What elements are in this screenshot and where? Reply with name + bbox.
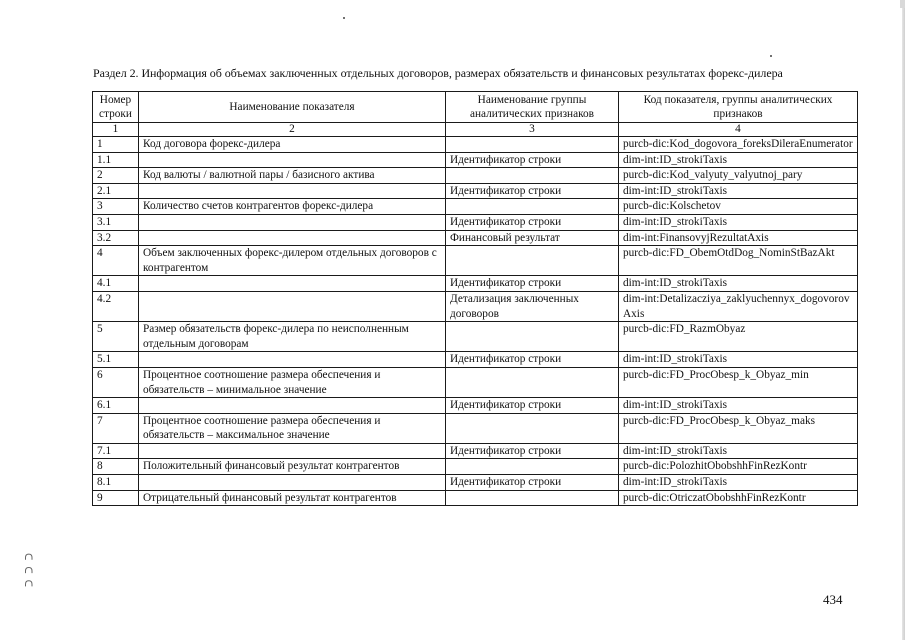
section-title: Раздел 2. Информация об объемах заключенных отдельных договоров, размерах обязательств и финансовых результатах форекс-дилера: [93, 66, 783, 80]
indicator-name-cell: [139, 291, 446, 321]
code-cell: dim-int:ID_strokiTaxis: [619, 152, 858, 168]
column-number: 2: [139, 123, 446, 137]
code-cell: dim-int:ID_strokiTaxis: [619, 443, 858, 459]
group-name-cell: Финансовый результат: [446, 230, 619, 246]
row-number-cell: 4: [93, 246, 139, 276]
row-number-cell: 7.1: [93, 443, 139, 459]
column-number: 1: [93, 123, 139, 137]
group-name-cell: Идентификатор строки: [446, 276, 619, 292]
code-cell: purcb-dic:FD_ObemOtdDog_NominStBazAkt: [619, 246, 858, 276]
group-name-cell: Идентификатор строки: [446, 398, 619, 414]
group-name-cell: [446, 490, 619, 506]
indicator-name-cell: [139, 214, 446, 230]
group-name-cell: Идентификатор строки: [446, 352, 619, 368]
group-name-cell: Детализация заключенных договоров: [446, 291, 619, 321]
group-name-cell: [446, 367, 619, 397]
table-row: [93, 214, 858, 230]
column-number: 3: [446, 123, 619, 137]
row-number-cell: 6: [93, 367, 139, 397]
table-row: [93, 276, 858, 292]
binder-marks: ᑕ ᑕ ᑕ: [22, 553, 33, 587]
header-group-name: Наименование группы аналитических признаков: [446, 92, 619, 123]
row-number-cell: 5: [93, 322, 139, 352]
indicator-name-cell: [139, 352, 446, 368]
indicator-name-cell: [139, 398, 446, 414]
group-name-cell: [446, 168, 619, 184]
table-body: [93, 137, 858, 506]
group-name-cell: [446, 199, 619, 215]
table-row: [93, 183, 858, 199]
column-number: 4: [619, 123, 858, 137]
row-number-cell: 1.1: [93, 152, 139, 168]
group-name-cell: Идентификатор строки: [446, 183, 619, 199]
group-name-cell: [446, 413, 619, 443]
scan-edge-corner: [900, 0, 905, 8]
code-cell: dim-int:ID_strokiTaxis: [619, 475, 858, 491]
indicator-name-cell: Код валюты / валютной пары / базисного актива: [139, 168, 446, 184]
table-row: [93, 199, 858, 215]
code-cell: dim-int:ID_strokiTaxis: [619, 214, 858, 230]
row-number-cell: 9: [93, 490, 139, 506]
group-name-cell: [446, 137, 619, 153]
table-row: [93, 322, 858, 352]
row-number-cell: 3.2: [93, 230, 139, 246]
code-cell: dim-int:ID_strokiTaxis: [619, 352, 858, 368]
page-number: 434: [823, 592, 843, 607]
group-name-cell: [446, 246, 619, 276]
code-cell: dim-int:ID_strokiTaxis: [619, 183, 858, 199]
indicator-name-cell: [139, 475, 446, 491]
code-cell: purcb-dic:OtriczatObobshhFinRezKontr: [619, 490, 858, 506]
row-number-cell: 2: [93, 168, 139, 184]
group-name-cell: [446, 322, 619, 352]
indicator-name-cell: [139, 276, 446, 292]
indicator-name-cell: [139, 230, 446, 246]
column-number-row: [93, 123, 858, 137]
row-number-cell: 8: [93, 459, 139, 475]
row-number-cell: 4.1: [93, 276, 139, 292]
table-row: [93, 246, 858, 276]
table-row: [93, 168, 858, 184]
indicator-name-cell: [139, 443, 446, 459]
indicator-name-cell: Код договора форекс-дилера: [139, 137, 446, 153]
row-number-cell: 1: [93, 137, 139, 153]
row-number-cell: 5.1: [93, 352, 139, 368]
table-row: [93, 490, 858, 506]
indicator-name-cell: Размер обязательств форекс-дилера по неисполненным отдельным договорам: [139, 322, 446, 352]
table-header-row: [93, 92, 858, 123]
indicator-name-cell: Количество счетов контрагентов форекс-дилера: [139, 199, 446, 215]
code-cell: purcb-dic:FD_RazmObyaz: [619, 322, 858, 352]
table-row: [93, 230, 858, 246]
row-number-cell: 2.1: [93, 183, 139, 199]
indicator-name-cell: Объем заключенных форекс-дилером отдельных договоров с контрагентом: [139, 246, 446, 276]
row-number-cell: 3: [93, 199, 139, 215]
row-number-cell: 7: [93, 413, 139, 443]
indicator-name-cell: Процентное соотношение размера обеспечения и обязательств – максимальное значение: [139, 413, 446, 443]
table-row: [93, 398, 858, 414]
table-row: [93, 459, 858, 475]
code-cell: dim-int:FinansovyjRezultatAxis: [619, 230, 858, 246]
table-row: [93, 413, 858, 443]
table-row: [93, 152, 858, 168]
group-name-cell: Идентификатор строки: [446, 475, 619, 491]
row-number-cell: 6.1: [93, 398, 139, 414]
table-row: [93, 367, 858, 397]
header-code: Код показателя, группы аналитических признаков: [619, 92, 858, 123]
indicator-name-cell: [139, 152, 446, 168]
group-name-cell: Идентификатор строки: [446, 152, 619, 168]
code-cell: purcb-dic:Kolschetov: [619, 199, 858, 215]
code-cell: purcb-dic:FD_ProcObesp_k_Obyaz_maks: [619, 413, 858, 443]
code-cell: dim-int:ID_strokiTaxis: [619, 398, 858, 414]
group-name-cell: Идентификатор строки: [446, 443, 619, 459]
row-number-cell: 4.2: [93, 291, 139, 321]
indicator-name-cell: [139, 183, 446, 199]
indicator-name-cell: Процентное соотношение размера обеспечения и обязательств – минимальное значение: [139, 367, 446, 397]
scan-speck: [770, 55, 772, 57]
group-name-cell: Идентификатор строки: [446, 214, 619, 230]
code-cell: dim-int:ID_strokiTaxis: [619, 276, 858, 292]
group-name-cell: [446, 459, 619, 475]
table-row: [93, 475, 858, 491]
code-cell: purcb-dic:PolozhitObobshhFinRezKontr: [619, 459, 858, 475]
code-cell: dim-int:Detalizacziya_zaklyuchennyx_dogovorovAxis: [619, 291, 858, 321]
table-row: [93, 352, 858, 368]
table-row: [93, 291, 858, 321]
header-row-number: Номер строки: [93, 92, 139, 123]
row-number-cell: 8.1: [93, 475, 139, 491]
indicator-name-cell: Положительный финансовый результат контрагентов: [139, 459, 446, 475]
code-cell: purcb-dic:Kod_valyuty_valyutnoj_pary: [619, 168, 858, 184]
indicator-name-cell: Отрицательный финансовый результат контрагентов: [139, 490, 446, 506]
indicator-table: [92, 91, 858, 506]
table-row: [93, 443, 858, 459]
code-cell: purcb-dic:Kod_dogovora_foreksDileraEnumerator: [619, 137, 858, 153]
row-number-cell: 3.1: [93, 214, 139, 230]
code-cell: purcb-dic:FD_ProcObesp_k_Obyaz_min: [619, 367, 858, 397]
scan-speck: [343, 17, 345, 19]
header-indicator-name: Наименование показателя: [139, 92, 446, 123]
table-row: [93, 137, 858, 153]
